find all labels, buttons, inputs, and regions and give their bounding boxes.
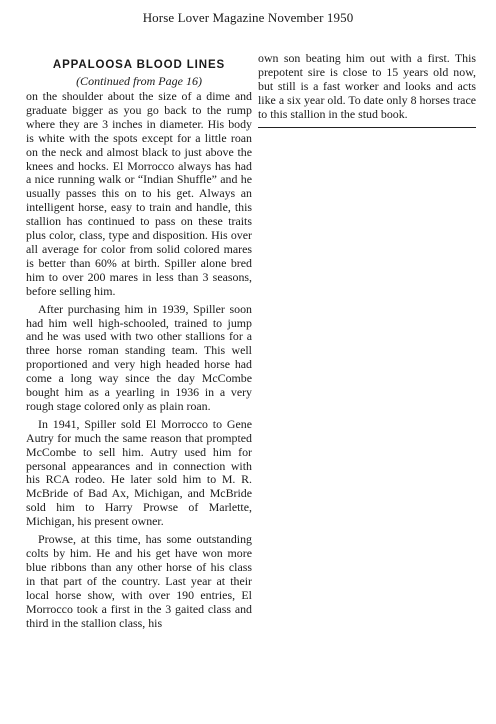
- article-column-left: [26, 58, 252, 630]
- paragraph-3: In 1941, Spiller sold El Morrocco to Gene Autry for much the same reason that prompted McCombe to sell him. Autry used him for personal appearances and in connection with his RCA rodeo. He later sold him to M. R. McBride of Bad Ax, Michigan, and McBride sold him to Harry Prowse of Marlette, Michigan, his present owner.: [26, 416, 252, 529]
- paragraph-4: Prowse, at this time, has some outstanding colts by him. He and his get have won more blue ribbons than any other horse of his class in that part of the country. Last year at their local horse show, with over 190 entries, El Morrocco took a first in the 3 gaited class and third in the stallion class, his: [26, 532, 252, 630]
- paragraph-5: own son beating him out with a first. This prepotent sire is close to 15 years old now, but still is a fast worker and looks and acts like a six year old. To date only 8 horses trace to this stallion in the stud book.: [258, 51, 476, 121]
- end-of-article-rule: [258, 127, 476, 128]
- paragraph-1: on the shoulder about the size of a dime and graduate bigger as you go back to the rump where they are 3 inches in diameter. His body is white with the spots except for a little roan on the neck and almost black to just above the knees and hocks. El Morrocco always has had a nice running walk or “Indian Shuffle” and he usually passes this on to his get. Always an intelligent horse, easy to train and handle, this stallion has continued to pass on these traits plus color, class, type and disposition. His over all average for color from solid colored mares is better than 60% at birth. Spiller alone bred him to over 200 mares in less than 3 seasons, before selling him.: [26, 89, 252, 298]
- article-title: APPALOOSA BLOOD LINES: [52, 59, 226, 71]
- paragraph-2: After purchasing him in 1939, Spiller soon had him well high-schooled, trained to jump and he was used with two other stallions for a three horse roman standing team. This well proportioned and very high headed horse had come a long way since the day McCombe bought him as a yearling in 1936 in a very rough stage colored only as plain roan.: [26, 301, 252, 413]
- magazine-masthead: Horse Lover Magazine November 1950: [142, 10, 354, 25]
- article-column-right: [258, 52, 476, 128]
- continued-note: (Continued from Page 16): [76, 74, 202, 88]
